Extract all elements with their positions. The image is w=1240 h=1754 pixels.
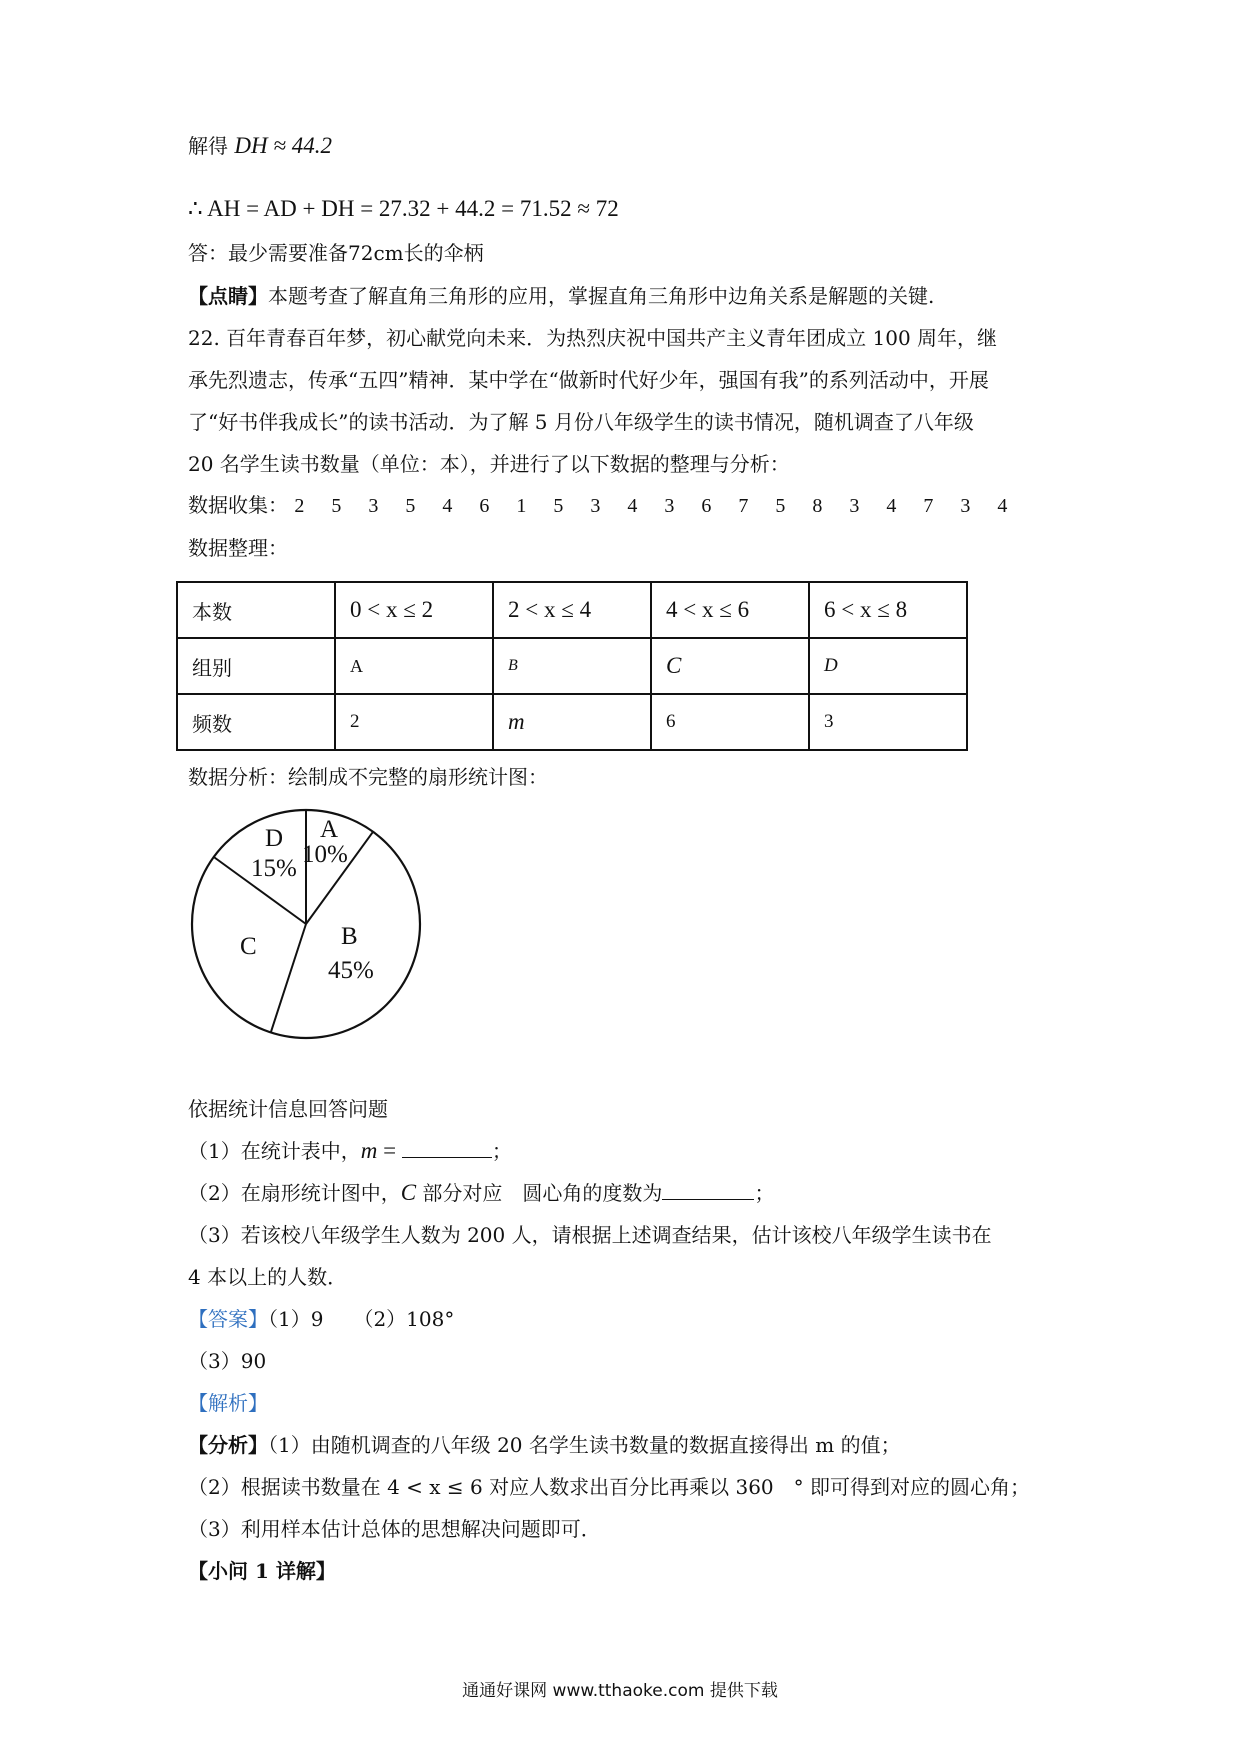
jiexi-tag: 【解析】 bbox=[188, 1391, 268, 1415]
slice-label-a: A bbox=[320, 816, 339, 843]
answer-blank[interactable] bbox=[402, 1137, 492, 1158]
collect-value: 4 bbox=[442, 495, 453, 517]
dianjing-line bbox=[188, 282, 934, 310]
answer-line-1 bbox=[188, 1305, 454, 1333]
collect-value: 5 bbox=[405, 495, 416, 517]
solve-line bbox=[188, 132, 332, 160]
collect-value: 3 bbox=[590, 495, 601, 517]
table-cell: C bbox=[651, 638, 809, 694]
frequency-table bbox=[176, 581, 968, 751]
answer-line-2: （3）90 bbox=[188, 1349, 267, 1373]
pie-chart bbox=[186, 796, 426, 1046]
variable: m bbox=[360, 1138, 378, 1163]
collect-value: 7 bbox=[923, 495, 934, 517]
table-cell: 2 < x ≤ 4 bbox=[493, 582, 651, 638]
table-cell: B bbox=[493, 638, 651, 694]
collect-value: 4 bbox=[997, 495, 1008, 517]
fenxi-line-2: （2）根据读书数量在 4 < x ≤ 6 对应人数求出百分比再乘以 360 ° 即可得到对应的圆心角； bbox=[188, 1475, 1031, 1499]
answer-intro: 依据统计信息回答问题 bbox=[188, 1097, 388, 1121]
answer-line: 答：最少需要准备72cm长的伞柄 bbox=[188, 241, 484, 265]
equation: DH ≈ 44.2 bbox=[234, 133, 332, 158]
collect-value: 6 bbox=[701, 495, 712, 517]
data-collection-line bbox=[188, 491, 1034, 520]
table-cell: 组别 bbox=[177, 638, 335, 694]
collect-value: 8 bbox=[812, 495, 823, 517]
collect-value: 3 bbox=[849, 495, 860, 517]
slice-pct-a: 10% bbox=[302, 841, 348, 868]
collect-value: 3 bbox=[960, 495, 971, 517]
equation-ah: ∴ AH = AD + DH = 27.32 + 44.2 = 71.52 ≈ 72 bbox=[188, 196, 619, 221]
table-row bbox=[177, 582, 967, 638]
collect-label: 数据收集： bbox=[188, 493, 288, 517]
text: ； bbox=[754, 1181, 775, 1205]
slice-pct-b: 45% bbox=[328, 957, 374, 984]
table-cell: A bbox=[335, 638, 493, 694]
slice-label-c: C bbox=[240, 933, 257, 960]
sub-question-1 bbox=[188, 1137, 512, 1165]
table-row bbox=[177, 694, 967, 750]
collect-value: 3 bbox=[368, 495, 379, 517]
table-cell: 2 bbox=[335, 694, 493, 750]
slice-label-b: B bbox=[341, 923, 358, 950]
collect-value: 1 bbox=[516, 495, 527, 517]
question-22-line-4: 20 名学生读书数量（单位：本），并进行了以下数据的整理与分析： bbox=[188, 452, 790, 476]
table-cell: 6 < x ≤ 8 bbox=[809, 582, 967, 638]
xiaowen-heading: 【小问 1 详解】 bbox=[188, 1559, 336, 1583]
collect-value: 2 bbox=[294, 495, 305, 517]
text: （2）在扇形统计图中， bbox=[188, 1181, 401, 1205]
collect-value: 5 bbox=[553, 495, 564, 517]
table-cell: 4 < x ≤ 6 bbox=[651, 582, 809, 638]
slice-boundary-bc bbox=[271, 924, 306, 1032]
collect-value: 6 bbox=[479, 495, 490, 517]
table-cell: m bbox=[493, 694, 651, 750]
question-22-line-1: 22. 百年青春百年梦，初心献党向未来．为热烈庆祝中国共产主义青年团成立 100 周年，继 bbox=[188, 326, 998, 350]
collect-value: 5 bbox=[775, 495, 786, 517]
sub-question-2 bbox=[188, 1179, 774, 1207]
question-22-line-2: 承先烈遗志，传承“五四”精神．某中学在“做新时代好少年，强国有我”的系列活动中，开展 bbox=[188, 368, 989, 392]
text: = bbox=[377, 1138, 402, 1163]
collect-values bbox=[294, 492, 1034, 520]
table-cell: 0 < x ≤ 2 bbox=[335, 582, 493, 638]
sub-question-3-line-1: （3）若该校八年级学生人数为 200 人，请根据上述调查结果，估计该校八年级学生读书在 bbox=[188, 1223, 992, 1247]
organize-label: 数据整理： bbox=[188, 536, 288, 560]
text: （1）在统计表中， bbox=[188, 1139, 361, 1163]
table-cell: D bbox=[809, 638, 967, 694]
analysis-label: 数据分析：绘制成不完整的扇形统计图： bbox=[188, 765, 548, 789]
text: 部分对应 圆心角的度数为 bbox=[416, 1181, 663, 1205]
collect-value: 5 bbox=[331, 495, 342, 517]
footer-watermark: 通通好课网 www.tthaoke.com 提供下载 bbox=[462, 1681, 778, 1701]
answer-blank[interactable] bbox=[662, 1179, 754, 1200]
fenxi-line-1 bbox=[188, 1431, 901, 1459]
table-cell: 频数 bbox=[177, 694, 335, 750]
slice-label-d: D bbox=[265, 825, 284, 852]
dianjing-text: 本题考查了解直角三角形的应用，掌握直角三角形中边角关系是解题的关键. bbox=[268, 284, 935, 308]
fenxi-tag: 【分析】 bbox=[188, 1433, 268, 1457]
table-cell: 3 bbox=[809, 694, 967, 750]
table-cell: 本数 bbox=[177, 582, 335, 638]
fenxi-text: （1）由随机调查的八年级 20 名学生读书数量的数据直接得出 m 的值； bbox=[268, 1433, 901, 1457]
sub-question-3-line-2: 4 本以上的人数． bbox=[188, 1265, 348, 1289]
slice-pct-d: 15% bbox=[251, 855, 297, 882]
text: ； bbox=[491, 1139, 512, 1163]
answer-tag: 【答案】 bbox=[188, 1307, 268, 1331]
text: 解得 bbox=[188, 134, 228, 158]
collect-value: 4 bbox=[886, 495, 897, 517]
variable: C bbox=[400, 1180, 417, 1205]
collect-value: 4 bbox=[627, 495, 638, 517]
answer-text: （1）9 （2）108° bbox=[268, 1307, 455, 1331]
fenxi-line-3: （3）利用样本估计总体的思想解决问题即可． bbox=[188, 1517, 601, 1541]
question-22-line-3: 了“好书伴我成长”的读书活动．为了解 5 月份八年级学生的读书情况，随机调查了八年级 bbox=[188, 410, 974, 434]
table-cell: 6 bbox=[651, 694, 809, 750]
table-row bbox=[177, 638, 967, 694]
collect-value: 7 bbox=[738, 495, 749, 517]
dianjing-tag: 【点睛】 bbox=[188, 284, 268, 308]
collect-value: 3 bbox=[664, 495, 675, 517]
